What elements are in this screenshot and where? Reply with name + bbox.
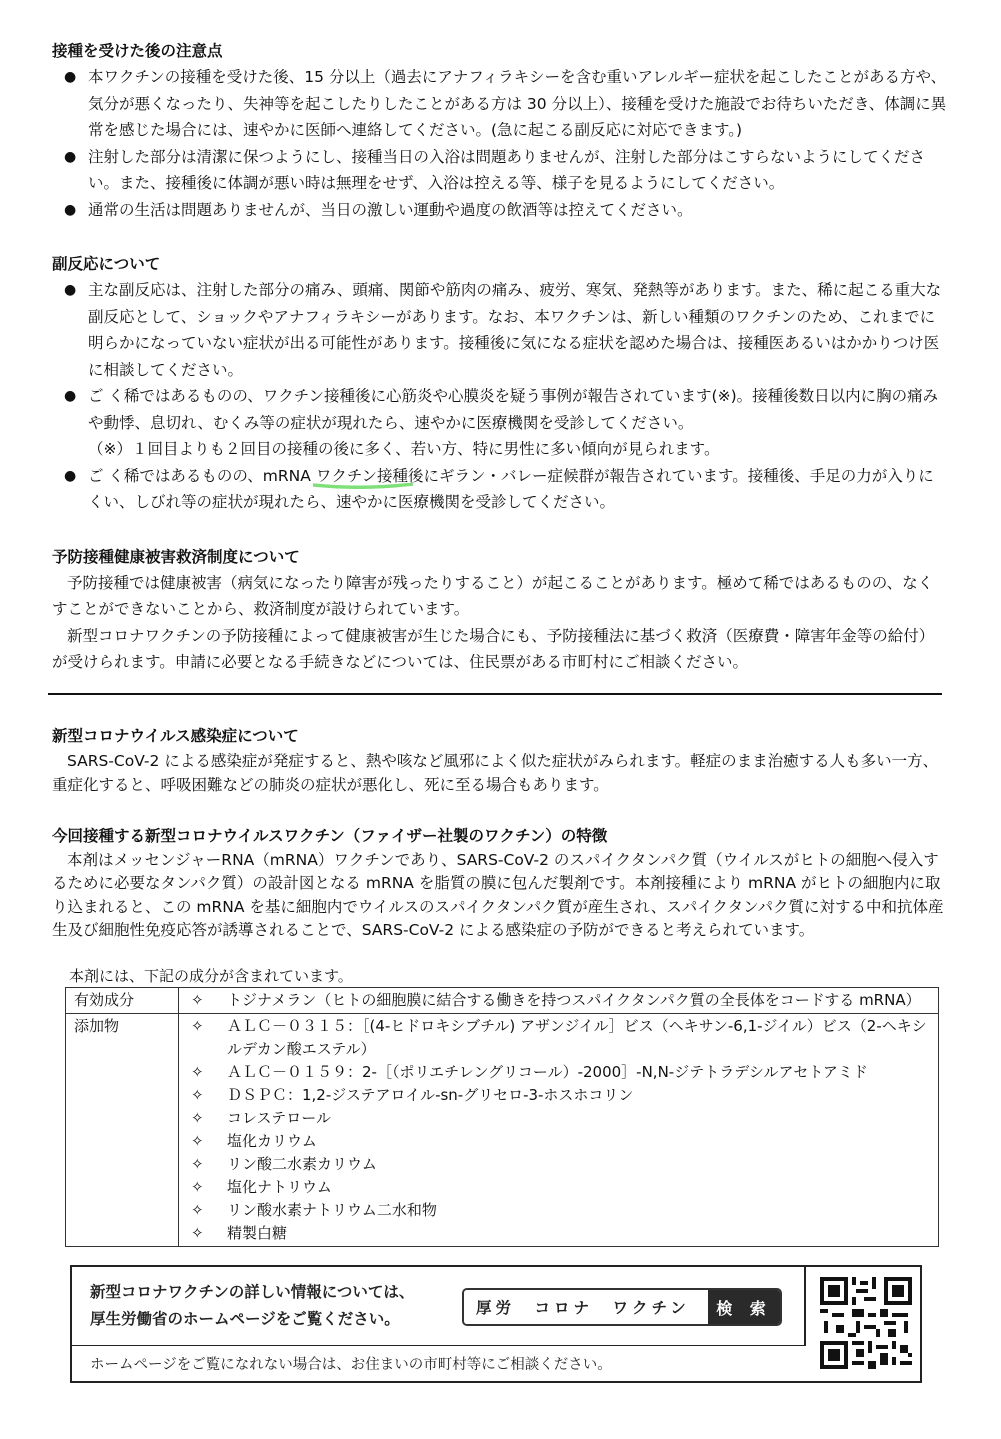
diamond-icon: ✧ bbox=[191, 1085, 204, 1104]
list-item bbox=[187, 1222, 930, 1245]
footer-line-2: 厚生労働省のホームページをご覧ください。 bbox=[90, 1310, 400, 1328]
bullet-text: ご く稀ではあるものの、ワクチン接種後に心筋炎や心膜炎を疑う事例が報告されています(※)。接種後数日以内に胸の痛みや動悸、息切れ、むくみ等の症状が現れたら、速やかに医療機関を受診してください。 bbox=[88, 387, 939, 432]
covid-title: 新型コロナウイルス感染症について bbox=[52, 726, 299, 745]
bullet-text: 本ワクチンの接種を受けた後、15 分以上（過去にアナフィラキシーを含む重いアレルギー症状を起こしたことがある方や、気分が悪くなったり、失神等を起こしたりしたことがある方は 30 分以上）、接種を受けた施設でお待ちいただき、体調に異常を感じた場合には、速やかに医師へ連絡してください。(急に起こる副反応に対応できます。) bbox=[88, 68, 947, 139]
additives-label: 添加物 bbox=[66, 1013, 179, 1246]
aftercare-list bbox=[52, 64, 947, 223]
ingredient-text: ＡＬＣ－０３１５：［(4-ヒドロキシブチル) アザンジイル］ビス（ヘキサン-6,1-ジイル）ビス（2-ヘキシルデカン酸エステル） bbox=[227, 1016, 927, 1058]
highlighted-text bbox=[316, 467, 672, 485]
search-input[interactable] bbox=[464, 1290, 709, 1324]
highlight-text: ワクチン接種後にギラン・バレー症候群が報告され bbox=[315, 466, 672, 485]
list-item bbox=[52, 277, 947, 383]
relief-title: 予防接種健康被害救済制度について bbox=[52, 547, 300, 566]
vaccine-title: 今回接種する新型コロナウイルスワクチン（ファイザー社製のワクチン）の特徴 bbox=[52, 826, 608, 845]
footer-info-text bbox=[90, 1279, 414, 1333]
list-item bbox=[187, 1199, 930, 1222]
ingredient-text: リン酸二水素カリウム bbox=[227, 1154, 377, 1173]
side-effects-note: （※）１回目よりも２回目の接種の後に多く、若い方、特に男性に多い傾向が見られます。 bbox=[88, 440, 720, 458]
diamond-icon: ✧ bbox=[191, 1062, 204, 1081]
footer-top bbox=[72, 1267, 806, 1346]
ingredient-text: ＡＬＣ－０１５９：2-［（ポリエチレングリコール）-2000］-N,N-ジテトラデシルアセトアミド bbox=[227, 1062, 868, 1081]
diamond-icon: ✧ bbox=[191, 990, 204, 1009]
search-button[interactable]: 検 索 bbox=[708, 1290, 780, 1324]
side-effects-title: 副反応について bbox=[52, 255, 161, 273]
ingredient-text: 塩化カリウム bbox=[227, 1131, 317, 1150]
covid-paragraph: SARS-CoV-2 による感染症が発症すると、熱や咳など風邪によく似た症状がみられます。軽症のまま治癒する人も多い一方、重症化すると、呼吸困難などの肺炎の症状が悪化し、死に至る場合もあります。 bbox=[52, 751, 939, 794]
bullet-icon: ● bbox=[64, 388, 77, 404]
list-item bbox=[187, 1130, 930, 1153]
bullet-icon: ● bbox=[64, 467, 77, 484]
diamond-icon: ✧ bbox=[191, 1016, 204, 1035]
ingredient-text: 塩化ナトリウム bbox=[227, 1177, 332, 1196]
bullet-text: 通常の生活は問題ありませんが、当日の激しい運動や過度の飲酒等は控えてください。 bbox=[88, 200, 693, 219]
diamond-icon: ✧ bbox=[191, 1177, 204, 1196]
list-item bbox=[52, 64, 947, 144]
list-item bbox=[52, 197, 947, 224]
side-effects-list bbox=[52, 277, 947, 436]
table-row bbox=[66, 1013, 939, 1246]
vaccine-paragraph: 本剤はメッセンジャーRNA（mRNA）ワクチンであり、SARS-CoV-2 のスパイクタンパク質（ウイルスがヒトの細胞へ侵入するために必要なタンパク質）の設計図となる mRNA を脂質の膜に包んだ製剤です。本剤接種により mRNA がヒトの細胞内に取り込まれると、この mRNA を基に細胞内でウイルスのスパイクタンパク質が産生され、スパイクタンパク質に対する中和抗体産生及び細胞性免疫応答が誘導されることで、SARS-CoV-2 による感染症の予防ができると考えられています。 bbox=[52, 850, 944, 939]
list-item bbox=[187, 1176, 930, 1199]
bullet-icon: ● bbox=[64, 69, 77, 85]
ingredients-intro: 本剤には、下記の成分が含まれています。 bbox=[69, 966, 353, 985]
list-item bbox=[187, 1015, 930, 1061]
diamond-icon: ✧ bbox=[191, 1108, 204, 1127]
bullet-text: 注射した部分は清潔に保つようにし、接種当日の入浴は問題ありませんが、注射した部分はこすらないようにしてください。また、接種後に体調が悪い時は無理をせず、入浴は控える等、様子を見るようにしてください。 bbox=[88, 147, 926, 192]
aftercare-title: 接種を受けた後の注意点 bbox=[52, 42, 223, 60]
table-cell bbox=[179, 987, 939, 1013]
document-body bbox=[52, 38, 947, 1247]
bullet-text: ご く稀ではあるものの、mRNA bbox=[88, 466, 316, 485]
info-footer-box bbox=[70, 1265, 922, 1383]
search-box bbox=[462, 1288, 782, 1326]
bullet-icon: ● bbox=[64, 201, 77, 218]
active-label: 有効成分 bbox=[66, 987, 179, 1013]
ingredients-table bbox=[65, 987, 939, 1247]
relief-paragraph-2: 新型コロナワクチンの予防接種によって健康被害が生じた場合にも、予防接種法に基づく救済（医療費・障害年金等の給付）が受けられます。申請に必要となる手続きなどについては、住民票がある市町村にご相談ください。 bbox=[52, 626, 935, 671]
ingredient-text: 精製白糖 bbox=[227, 1223, 288, 1242]
list-item bbox=[187, 1107, 930, 1130]
footer-note: ホームページをご覧になれない場合は、お住まいの市町村等にご相談ください。 bbox=[90, 1357, 612, 1373]
table-cell bbox=[179, 1013, 939, 1246]
diamond-icon: ✧ bbox=[191, 1223, 204, 1242]
relief-paragraph-1: 予防接種では健康被害（病気になったり障害が残ったりすること）が起こることがあります。極めて稀ではあるものの、なくすことができないことから、救済制度が設けられています。 bbox=[52, 573, 934, 618]
list-item bbox=[52, 463, 947, 516]
list-item bbox=[52, 144, 947, 197]
qr-code-icon[interactable] bbox=[816, 1273, 916, 1373]
list-item bbox=[187, 1084, 930, 1107]
bullet-icon: ● bbox=[64, 148, 77, 165]
table-row bbox=[66, 987, 939, 1013]
footer-line-1: 新型コロナワクチンの詳しい情報については、 bbox=[90, 1283, 415, 1301]
bullet-text: 主な副反応は、注射した部分の痛み、頭痛、関節や筋肉の痛み、疲労、寒気、発熱等があります。また、稀に起こる重大な副反応として、ショックやアナフィラキシーがあります。なお、本ワクチンは、新しい種類のワクチンのため、これまでに明らかになっていない症状が出る可能性があります。接種後に気になる症状を認めた場合は、接種医あるいはかかりつけ医に相談してください。 bbox=[88, 281, 942, 379]
diamond-icon: ✧ bbox=[191, 1154, 204, 1173]
bullet-icon: ● bbox=[64, 282, 77, 298]
ingredient-text: ＤＳＰＣ：1,2-ジステアロイル-sn-グリセロ-3-ホスホコリン bbox=[227, 1085, 634, 1104]
side-effects-list-2 bbox=[52, 463, 947, 516]
ingredient-text: トジナメラン（ヒトの細胞膜に結合する働きを持つスパイクタンパク質の全長体をコードする mRNA） bbox=[227, 990, 921, 1009]
list-item bbox=[52, 383, 947, 436]
highlighter-stroke bbox=[313, 483, 413, 489]
list-item bbox=[187, 1153, 930, 1176]
ingredient-text: コレステロール bbox=[227, 1108, 331, 1127]
diamond-icon: ✧ bbox=[191, 1200, 204, 1219]
list-item bbox=[187, 1061, 930, 1084]
diamond-icon: ✧ bbox=[191, 1131, 204, 1150]
bullet-text: ています。接種後、手足の力が入りにくい、しびれ等の症状が現れたら、速やかに医療機関を受診してください。 bbox=[88, 466, 934, 511]
ingredient-text: リン酸水素ナトリウム二水和物 bbox=[227, 1200, 437, 1219]
